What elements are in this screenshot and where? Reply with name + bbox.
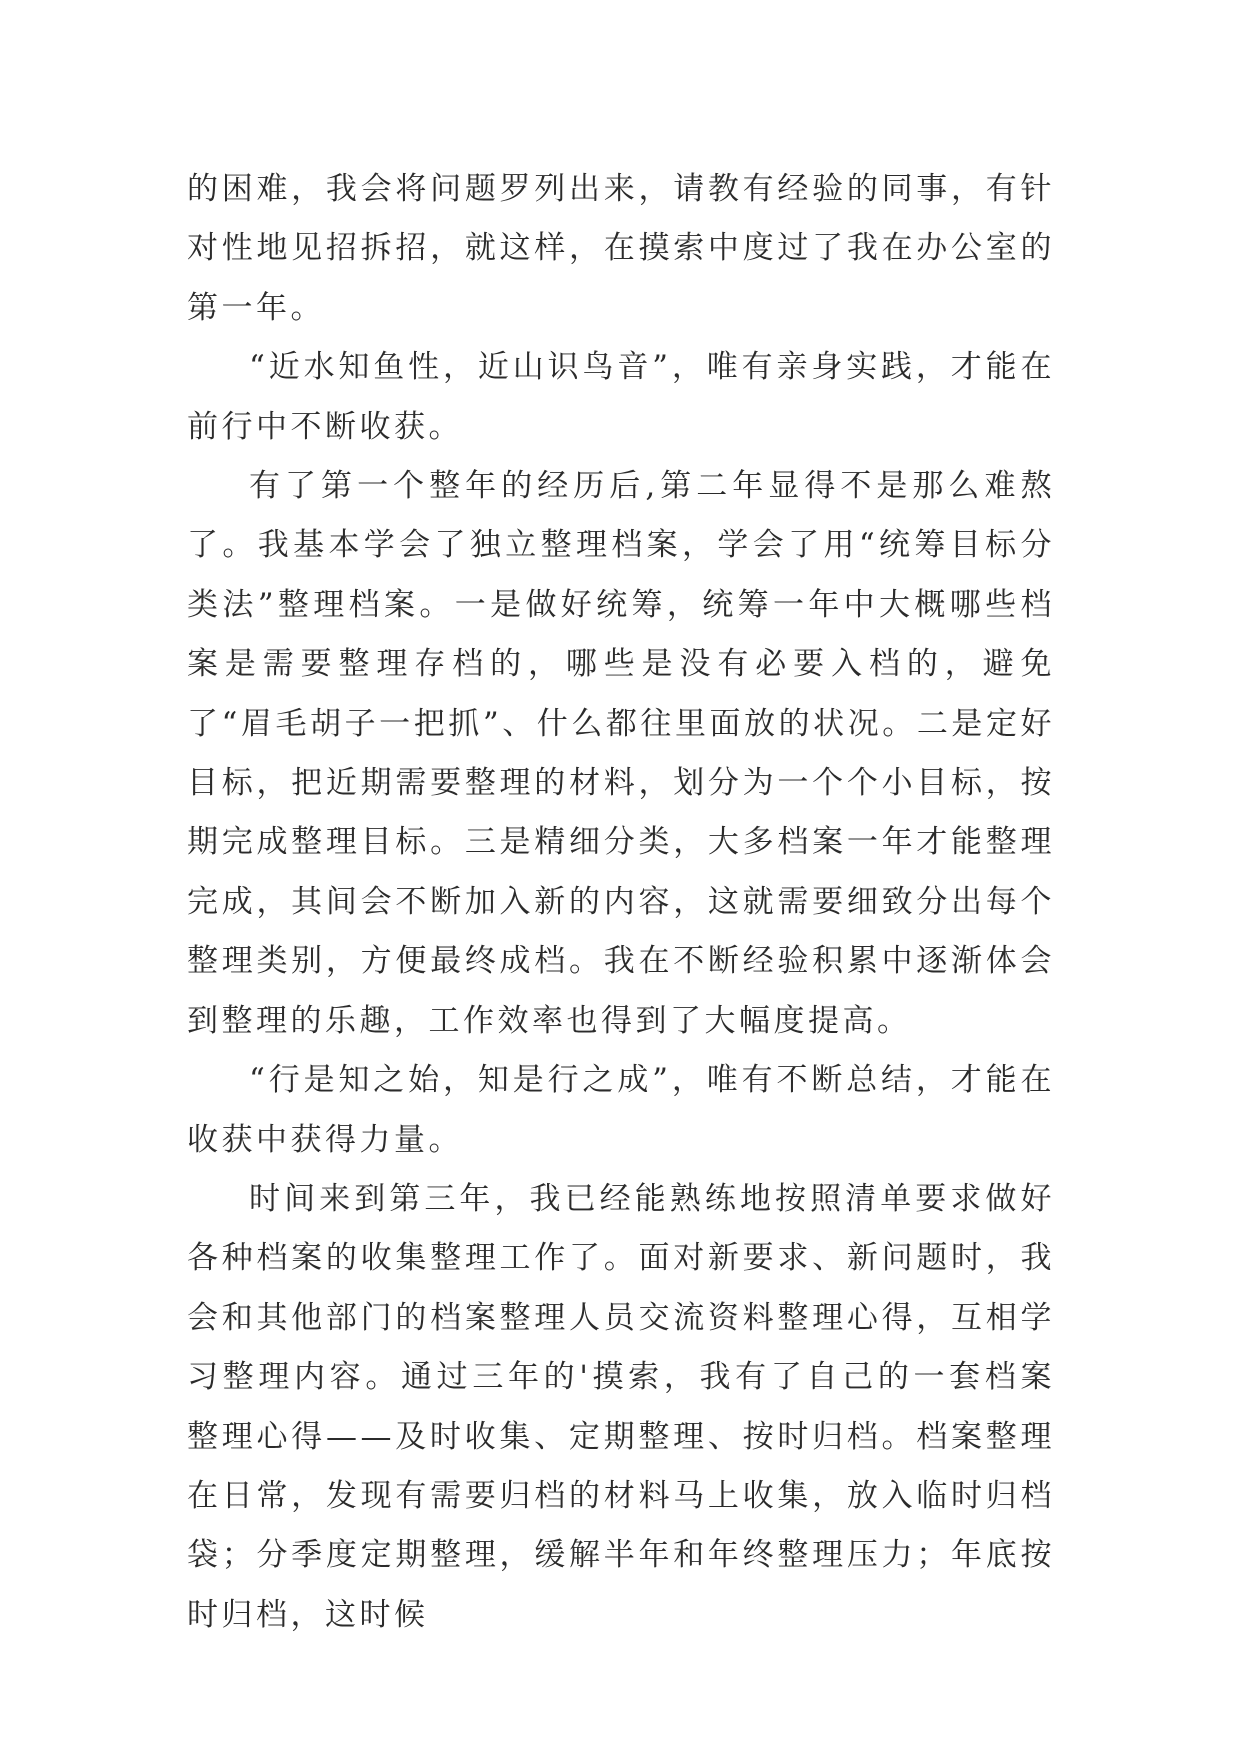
paragraph-3: 有了第一个整年的经历后,第二年显得不是那么难熬了。我基本学会了独立整理档案，学会了用“统筹目标分类法”整理档案。一是做好统筹，统筹一年中大概哪些档案是需要整理存档的，哪些是没有必要入档的，避免了“眉毛胡子一把抓”、什么都往里面放的状况。二是定好目标，把近期需要整理的材料，划分为一个个小目标，按期完成整理目标。三是精细分类，大多档案一年才能整理完成，其间会不断加入新的内容，这就需要细致分出每个整理类别，方便最终成档。我在不断经验积累中逐渐体会到整理的乐趣，工作效率也得到了大幅度提高。 xyxy=(187,468,1055,1039)
paragraph-4: “行是知之始，知是行之成”，唯有不断总结，才能在收获中获得力量。 xyxy=(187,1062,1055,1158)
paragraph-2: “近水知鱼性，近山识鸟音”，唯有亲身实践，才能在前行中不断收获。 xyxy=(187,349,1055,445)
paragraph-1: 的困难，我会将问题罗列出来，请教有经验的同事，有针对性地见招拆招，就这样，在摸索中度过了我在办公室的第一年。 xyxy=(187,171,1055,326)
body-text xyxy=(187,160,1055,1645)
paragraph-5: 时间来到第三年，我已经能熟练地按照清单要求做好各种档案的收集整理工作了。面对新要求、新问题时，我会和其他部门的档案整理人员交流资料整理心得，互相学习整理内容。通过三年的'摸索，我有了自己的一套档案整理心得——及时收集、定期整理、按时归档。档案整理在日常，发现有需要归档的材料马上收集，放入临时归档袋；分季度定期整理，缓解半年和年终整理压力；年底按时归档，这时候 xyxy=(187,1180,1055,1633)
